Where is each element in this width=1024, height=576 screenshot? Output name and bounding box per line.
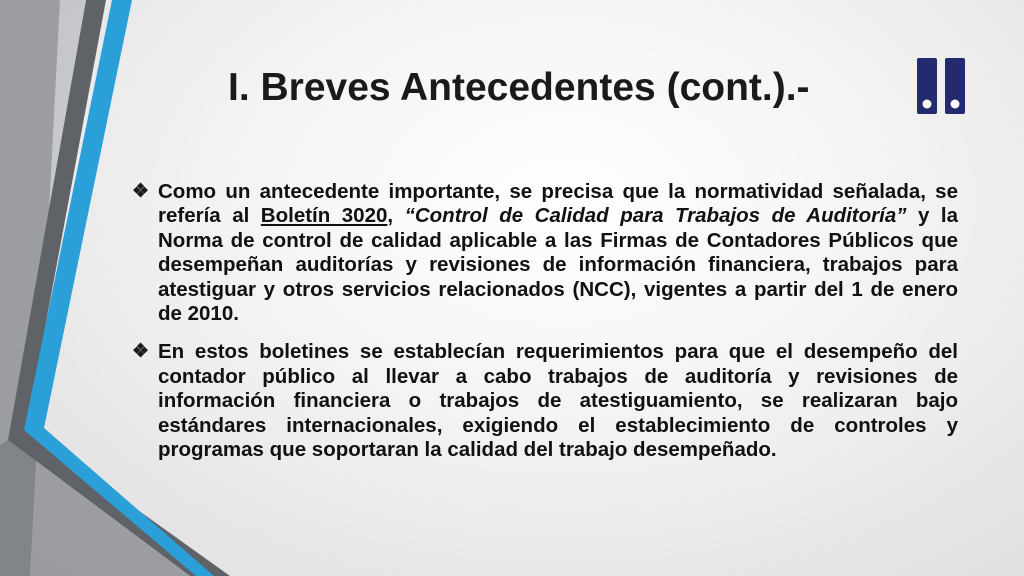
institution-logo-icon — [915, 58, 967, 114]
bullet-item — [128, 180, 958, 326]
bullet-text — [158, 180, 958, 325]
bullet-text-part: y la Norma de control de calidad aplicable a las Firmas de Contadores Públicos que desempeñan auditorías y revisiones de información financiera, trabajos para atestiguar y otros servicios relacionados (NCC), vigentes a partir del 1 de enero de 2010. — [158, 204, 958, 326]
slide-title: I. Breves Antecedentes (cont.).- — [228, 66, 810, 109]
bullet-text: En estos boletines se establecían requerimientos para que el desempeño del contador público al llevar a cabo trabajos de auditoría y revisiones de información financiera o trabajos de atestiguamiento, se realizaran bajo estándares internacionales, exigiendo el establecimiento de controles y programas que soportaran la calidad del trabajo desempeñado. — [158, 340, 958, 462]
boletin-reference: Boletín 3020 — [260, 204, 388, 228]
bullet-text-part: Como un antecedente importante, se precisa que la normatividad señalada, se refería al — [158, 180, 958, 228]
slide-body — [128, 180, 958, 476]
bullet-item — [128, 340, 958, 462]
diamond-bullet-icon: ❖ — [132, 181, 150, 202]
diamond-bullet-icon: ❖ — [132, 341, 150, 363]
bullet-text-part: , — [387, 204, 405, 228]
boletin-quote: “Control de Calidad para Trabajos de Auditoría” — [404, 204, 907, 228]
